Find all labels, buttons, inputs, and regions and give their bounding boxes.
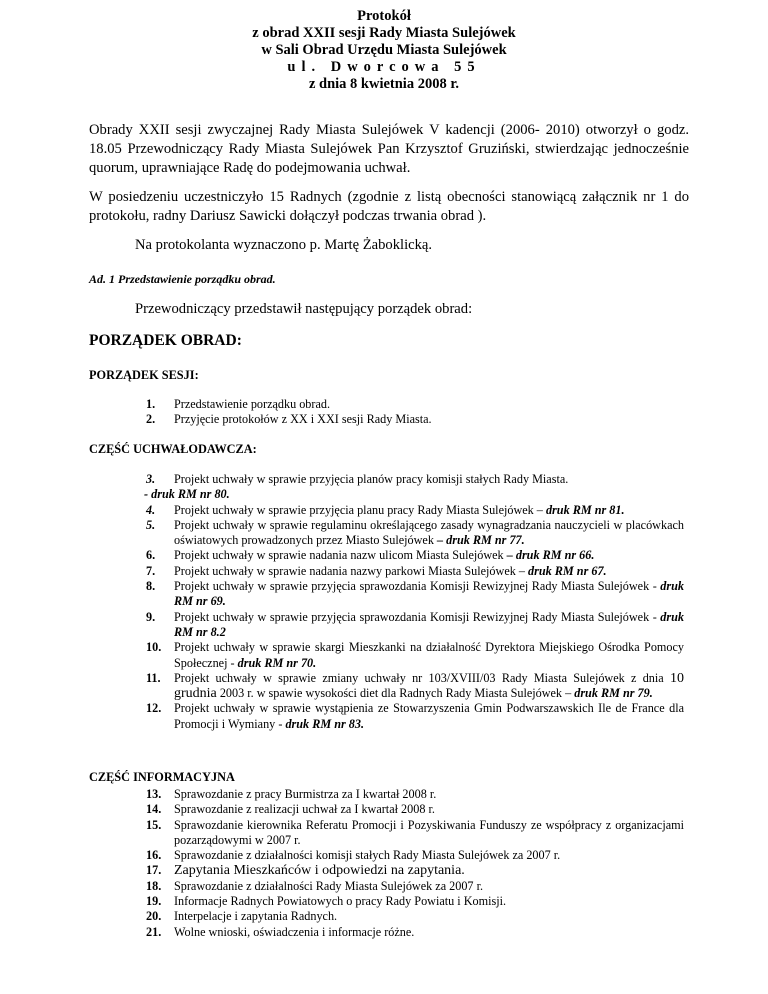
list-item-text: Projekt uchwały w sprawie przyjęcia planów pracy komisji stałych Rady Miasta. bbox=[174, 472, 569, 486]
document-header bbox=[0, 8, 768, 93]
agenda-title: PORZĄDEK OBRAD: bbox=[89, 332, 242, 349]
druk-reference: druk RM nr 8.2 bbox=[174, 609, 684, 639]
list-item-text: Projekt uchwały w sprawie skargi Mieszkanki na działalność Dyrektora Miejskiego Ośrodka Pomocy Społecznej - bbox=[174, 640, 684, 670]
list-item-text: Przyjęcie protokołów z XX i XXI sesji Rady Miasta. bbox=[174, 412, 432, 427]
list-item bbox=[130, 518, 684, 549]
list-item-text: Projekt uchwały w sprawie regulaminu określającego zasady wynagradzania nauczycieli w placówkach oświatowych prowadzonych przez Miasto Sulejówek bbox=[174, 517, 684, 548]
list-item-number: 13. bbox=[146, 787, 162, 801]
intro-paragraph-recorder: Na protokolanta wyznaczono p. Martę Żaboklicką. bbox=[135, 237, 433, 253]
list-item-text: Zapytania Mieszkańców i odpowiedzi na zapytania. bbox=[174, 863, 465, 879]
header-venue: w Sali Obrad Urzędu Miasta Sulejówek bbox=[261, 42, 507, 58]
list-item bbox=[130, 564, 684, 579]
list-item-number: 21. bbox=[146, 924, 162, 939]
header-address: ul. Dworcowa 55 bbox=[287, 59, 481, 75]
list-item-text: Projekt uchwały w sprawie przyjęcia sprawozdania Komisji Rewizyjnej Rady Miasta Sulejówek - bbox=[174, 609, 661, 624]
list-item-text: Wolne wnioski, oświadczenia i informacje różne. bbox=[174, 924, 415, 939]
list-item-number: 17. bbox=[146, 863, 162, 878]
list-item bbox=[130, 787, 684, 802]
ad1-heading: Ad. 1 Przedstawienie porządku obrad. bbox=[89, 272, 276, 286]
list-item-text: Projekt uchwały w sprawie przyjęcia planu pracy Rady Miasta Sulejówek – bbox=[174, 502, 546, 517]
session-heading: PORZĄDEK SESJI: bbox=[89, 368, 199, 382]
list-item-number: 4. bbox=[146, 502, 156, 517]
list-item bbox=[130, 802, 684, 817]
list-item bbox=[130, 640, 684, 671]
list-item-number: 6. bbox=[146, 548, 156, 563]
list-item-text: Sprawozdanie z działalności Rady Miasta Sulejówek za 2007 r. bbox=[174, 878, 484, 893]
list-item-number: 9. bbox=[146, 609, 156, 624]
chair-statement: Przewodniczący przedstawił następujący porządek obrad: bbox=[135, 301, 473, 317]
druk-reference: druk RM nr 81. bbox=[545, 502, 625, 517]
druk-reference: - druk RM nr 80. bbox=[144, 487, 230, 502]
list-item-text: 2003 r. w spawie wysokości diet dla Radnych Rady Miasta Sulejówek – bbox=[216, 686, 575, 701]
druk-reference: druk RM nr 70. bbox=[237, 655, 317, 670]
header-title: Protokół bbox=[357, 8, 411, 24]
list-item-text: Sprawozdanie z pracy Burmistrza za I kwartał 2008 r. bbox=[174, 787, 437, 801]
intro-paragraph-opening: Obrady XXII sesji zwyczajnej Rady Miasta Sulejówek V kadencji (2006- 2010) otworzył o godz. 18.05 Przewodniczący Rady Miasta Sulejówek Pan Krzysztof Gruziński, stwierdzając jednocześnie quorum, uprawniające Radę do podejmowania uchwał. bbox=[89, 122, 689, 176]
list-item bbox=[130, 610, 684, 641]
list-item-number: 14. bbox=[146, 802, 162, 817]
list-item bbox=[130, 503, 684, 518]
list-item-number: 18. bbox=[146, 878, 162, 893]
list-item bbox=[130, 412, 684, 427]
list-item-text: Sprawozdanie kierownika Referatu Promocji i Pozyskiwania Funduszy ze współpracy z organizacjami pozarządowymi w 2007 r. bbox=[174, 817, 684, 847]
list-item-text: Informacje Radnych Powiatowych o pracy Rady Powiatu i Komisji. bbox=[174, 894, 507, 909]
list-item-text: Projekt uchwały w sprawie przyjęcia sprawozdania Komisji Rewizyjnej Rady Miasta Sulejówek - bbox=[174, 579, 661, 594]
list-item-number: 20. bbox=[146, 909, 162, 924]
list-item-text: Projekt uchwały w sprawie nadania nazwy parkowi Miasta Sulejówek – bbox=[174, 563, 529, 578]
list-item-number: 3. bbox=[146, 472, 156, 486]
list-item-number: 11. bbox=[146, 670, 161, 685]
druk-reference: – druk RM nr 77. bbox=[436, 533, 525, 548]
session-list bbox=[130, 397, 684, 428]
list-item-number: 1. bbox=[146, 397, 156, 411]
list-item bbox=[130, 848, 684, 863]
druk-reference: – druk RM nr 66. bbox=[506, 548, 595, 563]
list-item-number: 19. bbox=[146, 894, 162, 909]
header-session: z obrad XXII sesji Rady Miasta Sulejówek bbox=[252, 25, 516, 41]
druk-reference: druk RM nr 69. bbox=[174, 579, 684, 609]
resolutions-list bbox=[130, 472, 684, 732]
list-item bbox=[130, 671, 684, 702]
list-item-text: Interpelacje i zapytania Radnych. bbox=[174, 909, 338, 924]
list-item-number: 5. bbox=[146, 517, 156, 532]
list-item bbox=[130, 863, 684, 878]
list-item bbox=[130, 894, 684, 909]
list-item bbox=[130, 818, 684, 849]
information-list bbox=[130, 787, 684, 940]
list-item-text: Przedstawienie porządku obrad. bbox=[174, 397, 331, 411]
list-item-date: 10 grudnia bbox=[174, 670, 684, 702]
list-item-number: 12. bbox=[146, 701, 162, 716]
header-date: z dnia 8 kwietnia 2008 r. bbox=[308, 76, 460, 92]
list-item bbox=[130, 879, 684, 894]
list-item-text: Projekt uchwały w sprawie wystąpienia ze Stowarzyszenia Gmin Podwarszawskich Ile de France dla Promocji i Wymiany - bbox=[174, 701, 684, 731]
list-item-number: 2. bbox=[146, 412, 156, 427]
list-item-text: Projekt uchwały w sprawie zmiany uchwały nr 103/XVIII/03 Rady Miasta Sulejówek z dnia bbox=[174, 670, 670, 685]
list-item-number: 8. bbox=[146, 579, 156, 594]
list-item-text: Sprawozdanie z realizacji uchwał za I kwartał 2008 r. bbox=[174, 802, 435, 817]
list-item-text: Sprawozdanie z działalności komisji stałych Rady Miasta Sulejówek za 2007 r. bbox=[174, 848, 561, 863]
list-item bbox=[130, 548, 684, 563]
information-heading: CZĘŚĆ INFORMACYJNA bbox=[89, 770, 235, 784]
list-item-number: 15. bbox=[146, 817, 162, 832]
list-item bbox=[130, 579, 684, 610]
list-item-number: 7. bbox=[146, 563, 156, 578]
druk-reference: druk RM nr 79. bbox=[574, 686, 653, 701]
list-item-text: Projekt uchwały w sprawie nadania nazw ulicom Miasta Sulejówek bbox=[174, 548, 507, 563]
intro-paragraph-attendance: W posiedzeniu uczestniczyło 15 Radnych (zgodnie z listą obecności stanowiącą załącznik nr 1 do protokołu, radny Dariusz Sawicki dołączył podczas trwania obrad ). bbox=[89, 189, 689, 224]
druk-reference: druk RM nr 83. bbox=[285, 716, 365, 731]
druk-reference: druk RM nr 67. bbox=[528, 563, 607, 578]
list-item bbox=[130, 925, 684, 940]
list-item-number: 10. bbox=[146, 640, 162, 655]
resolutions-heading: CZĘŚĆ UCHWAŁODAWCZA: bbox=[89, 442, 257, 456]
list-item-number: 16. bbox=[146, 848, 162, 863]
list-item bbox=[130, 397, 684, 412]
list-item bbox=[130, 472, 684, 487]
list-item bbox=[130, 909, 684, 924]
list-item bbox=[130, 701, 684, 732]
